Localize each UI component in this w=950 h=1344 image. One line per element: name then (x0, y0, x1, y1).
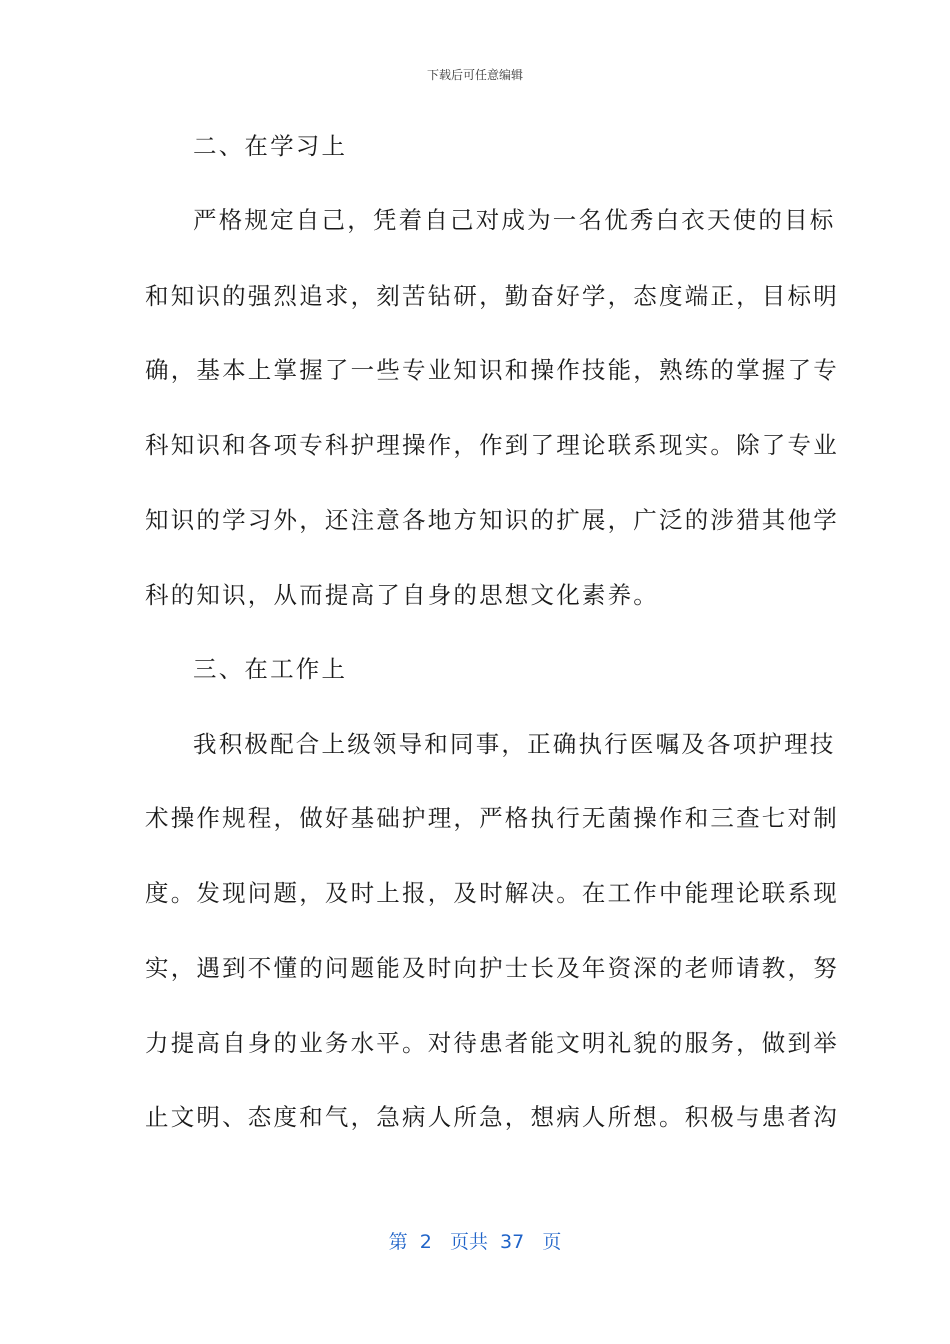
paragraph-line: 力提高自身的业务水平。对待患者能文明礼貌的服务，做到举 (145, 1029, 839, 1057)
page-number-footer: 第 2 页共 37 页 (388, 1231, 562, 1253)
paragraph-line: 我积极配合上级领导和同事，正确执行医嘱及各项护理技 (193, 730, 836, 758)
paragraph-line: 知识的学习外，还注意各地方知识的扩展，广泛的涉猎其他学 (145, 506, 839, 534)
header-note: 下载后可任意编辑 (426, 68, 523, 82)
paragraph-line: 确，基本上掌握了一些专业知识和操作技能，熟练的掌握了专 (145, 356, 839, 384)
paragraph-line: 和知识的强烈追求，刻苦钻研，勤奋好学，态度端正，目标明 (145, 282, 839, 310)
paragraph-line: 术操作规程，做好基础护理，严格执行无菌操作和三查七对制 (145, 804, 839, 832)
paragraph-line: 度。发现问题，及时上报，及时解决。在工作中能理论联系现 (145, 879, 839, 907)
paragraph-line: 科的知识，从而提高了自身的思想文化素养。 (145, 581, 659, 609)
paragraph-line: 实，遇到不懂的问题能及时向护士长及年资深的老师请教，努 (145, 954, 839, 982)
section-heading: 二、在学习上 (193, 132, 348, 160)
paragraph-line: 科知识和各项专科护理操作，作到了理论联系现实。除了专业 (145, 431, 839, 459)
section-heading: 三、在工作上 (193, 655, 348, 683)
paragraph-line: 止文明、态度和气，急病人所急，想病人所想。积极与患者沟 (145, 1103, 839, 1131)
paragraph-line: 严格规定自己，凭着自己对成为一名优秀白衣天使的目标 (193, 206, 836, 234)
